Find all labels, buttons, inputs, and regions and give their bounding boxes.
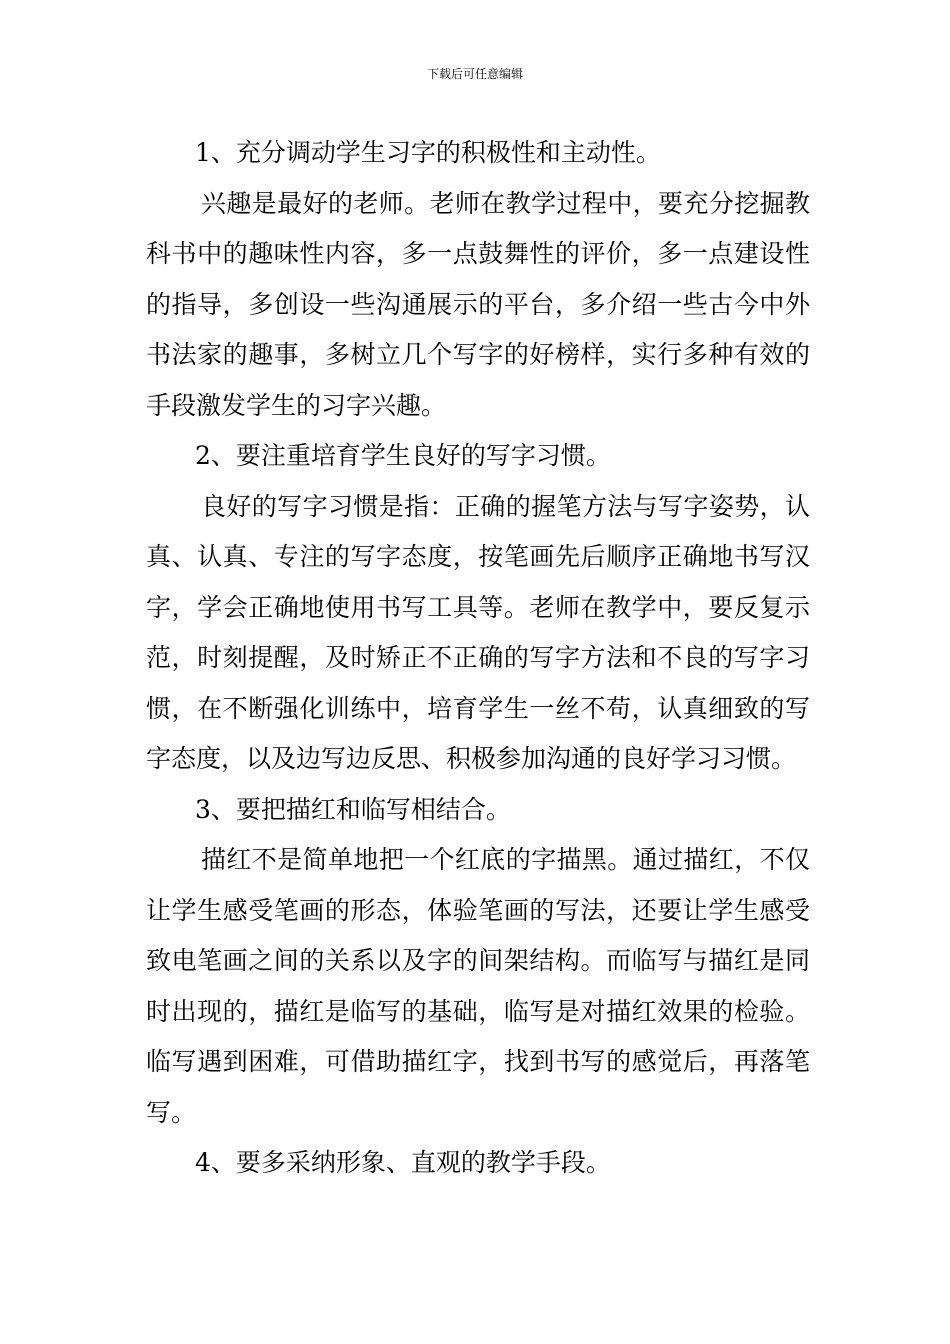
section-heading-4: 4、要多采纳形象、直观的教学手段。	[195, 1148, 611, 1177]
page-header-note: 下载后可任意编辑	[426, 67, 523, 81]
paragraph-1: 兴趣是最好的老师。老师在教学过程中，要充分挖掘教科书中的趣味性内容，多一点鼓舞性的评价，多一点建设性的指导，多创设一些沟通展示的平台，多介绍一些古今中外书法家的趣事，多树立几个写字的好榜样，实行多种有效的手段激发学生的习字兴趣。	[146, 188, 810, 420]
document-body	[146, 128, 810, 1189]
paragraph-3: 描红不是简单地把一个红底的字描黑。通过描红，不仅让学生感受笔画的形态，体验笔画的写法，还要让学生感受致电笔画之间的关系以及字的间架结构。而临写与描红是同时出现的，描红是临写的基础，临写是对描红效果的检验。临写遇到困难，可借助描红字，找到书写的感觉后，再落笔写。	[146, 845, 810, 1127]
section-heading-2: 2、要注重培育学生良好的写字习惯。	[195, 441, 611, 470]
section-heading-1: 1、充分调动学生习字的积极性和主动性。	[195, 138, 661, 167]
paragraph-2: 良好的写字习惯是指：正确的握笔方法与写字姿势，认真、认真、专注的写字态度，按笔画先后顺序正确地书写汉字，学会正确地使用书写工具等。老师在教学中，要反复示范，时刻提醒，及时矫正不正确的写字方法和不良的写字习惯，在不断强化训练中，培育学生一丝不苟，认真细致的写字态度，以及边写边反思、积极参加沟通的良好学习习惯。	[146, 491, 810, 773]
section-heading-3: 3、要把描红和临写相结合。	[195, 794, 511, 824]
